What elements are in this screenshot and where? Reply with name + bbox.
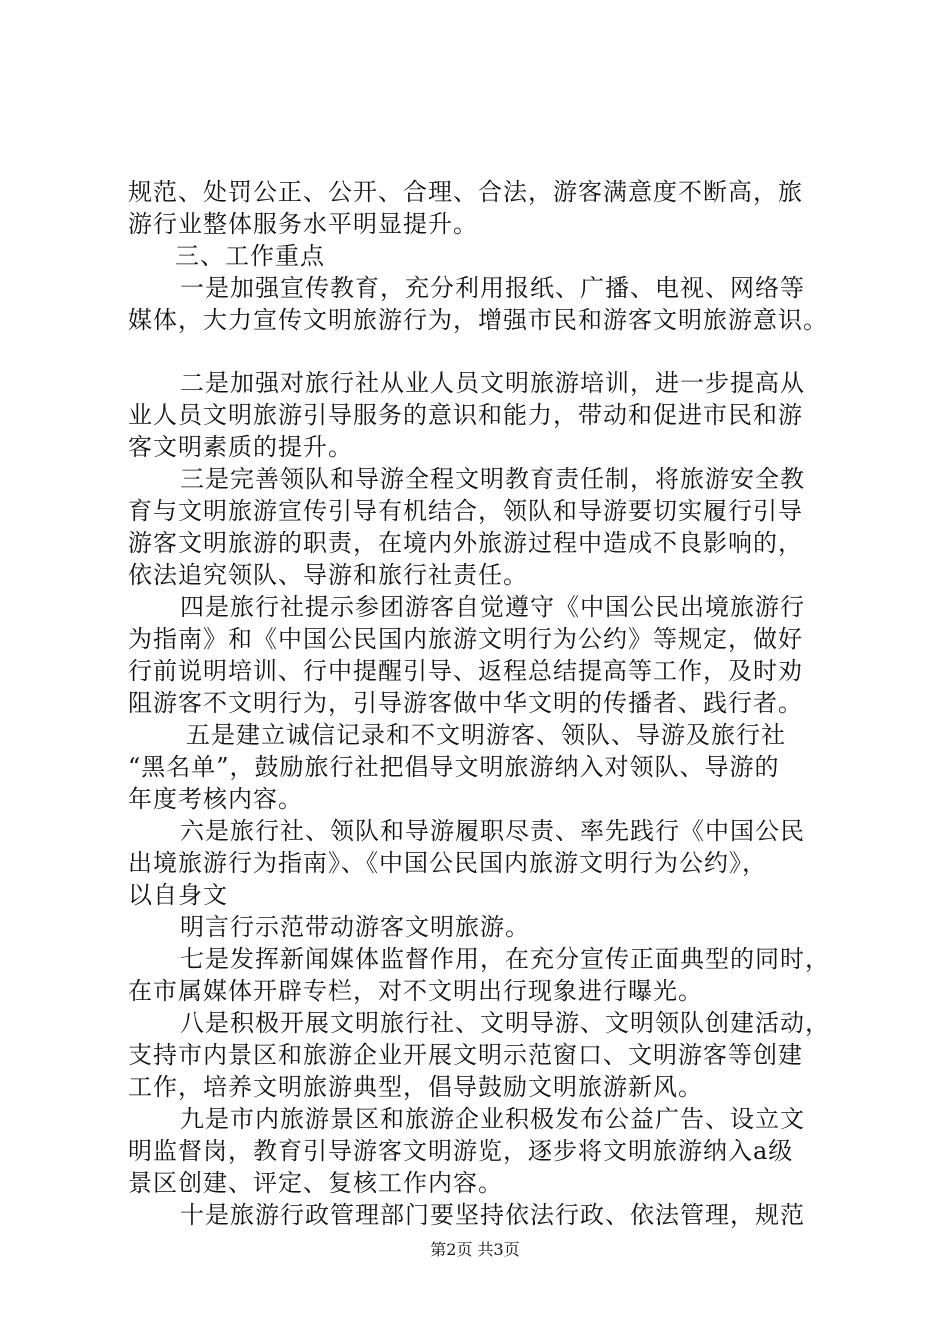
text-line: 育与文明旅游宣传引导有机结合，领队和导游要切实履行引导 xyxy=(128,497,803,525)
text-line: 二是加强对旅行社从业人员文明旅游培训，进一步提高从 xyxy=(180,369,805,397)
text-line: 业人员文明旅游引导服务的意识和能力，带动和促进市民和游 xyxy=(128,401,803,429)
section-heading: 三、工作重点 xyxy=(175,242,325,270)
text-line: 支持市内景区和旅游企业开展文明示范窗口、文明游客等创建 xyxy=(128,1041,803,1069)
text-line: 六是旅行社、领队和导游履职尽责、率先践行《中国公民 xyxy=(180,817,805,845)
text-line: 在市属媒体开辟专栏，对不文明出行现象进行曝光。 xyxy=(128,977,703,1005)
text-line: 出境旅游行为指南》、《中国公民国内旅游文明行为公约》， xyxy=(128,849,767,877)
text-line: 明言行示范带动游客文明旅游。 xyxy=(180,913,530,941)
text-line: 为指南》和《中国公民国内旅游文明行为公约》等规定，做好 xyxy=(128,625,803,653)
page-number: 第2页 共3页 xyxy=(430,1240,520,1259)
text-line: 游客文明旅游的职责，在境内外旅游过程中造成不良影响的， xyxy=(128,529,803,557)
text-line: 七是发挥新闻媒体监督作用，在充分宣传正面典型的同时， xyxy=(180,945,830,973)
text-line: 游行业整体服务水平明显提升。 xyxy=(128,210,478,238)
text-line: 依法追究领队、导游和旅行社责任。 xyxy=(128,561,528,589)
text-line: 十是旅游行政管理部门要坚持依法行政、依法管理，规范 xyxy=(180,1201,805,1229)
text-line: 规范、处罚公正、公开、合理、合法，游客满意度不断高，旅 xyxy=(128,178,803,206)
text-line: 媒体，大力宣传文明旅游行为，增强市民和游客文明旅游意识。 xyxy=(128,306,828,334)
text-line: 明监督岗，教育引导游客文明游览，逐步将文明旅游纳入a级 xyxy=(128,1137,794,1165)
text-line: 以自身文 xyxy=(128,881,228,909)
text-line: 一是加强宣传教育，充分利用报纸、广播、电视、网络等 xyxy=(180,274,805,302)
text-line: 行前说明培训、行中提醒引导、返程总结提高等工作，及时劝 xyxy=(128,657,803,685)
text-line: 阻游客不文明行为，引导游客做中华文明的传播者、践行者。 xyxy=(128,689,803,717)
text-line: 八是积极开展文明旅行社、文明导游、文明领队创建活动， xyxy=(180,1009,830,1037)
text-line: 客文明素质的提升。 xyxy=(128,433,353,461)
text-line: “黑名单”，鼓励旅行社把倡导文明旅游纳入对领队、导游的 xyxy=(128,753,780,781)
text-line: 年度考核内容。 xyxy=(128,785,303,813)
text-line: 景区创建、评定、复核工作内容。 xyxy=(128,1169,503,1197)
text-line: 五是建立诚信记录和不文明游客、领队、导游及旅行社 xyxy=(186,721,786,749)
text-line: 工作，培养文明旅游典型，倡导鼓励文明旅游新风。 xyxy=(128,1073,703,1101)
text-line: 四是旅行社提示参团游客自觉遵守《中国公民出境旅游行 xyxy=(180,593,805,621)
text-line: 九是市内旅游景区和旅游企业积极发布公益广告、设立文 xyxy=(180,1105,805,1133)
text-line: 三是完善领队和导游全程文明教育责任制，将旅游安全教 xyxy=(180,465,805,493)
